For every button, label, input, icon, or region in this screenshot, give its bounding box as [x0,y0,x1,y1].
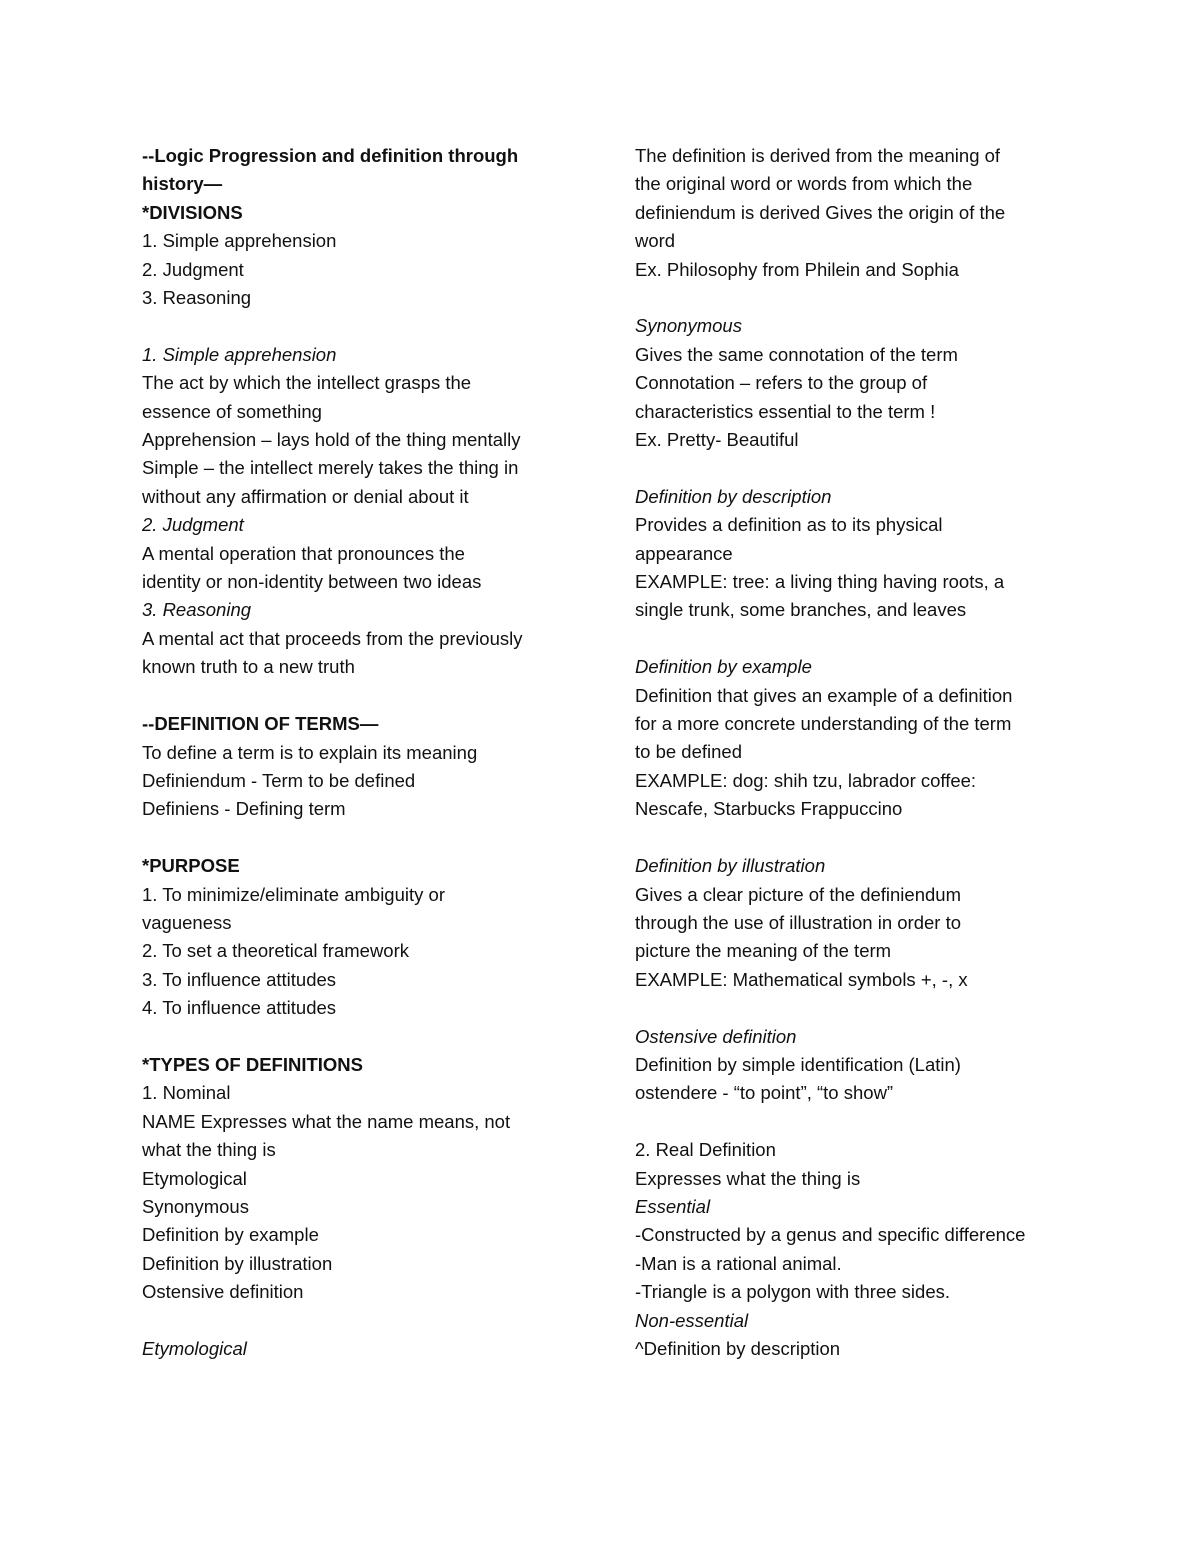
text-line: Definiens - Defining term [142,798,346,820]
text-line: ostendere - “to point”, “to show” [635,1082,894,1104]
text-line: Definition by illustration [635,855,826,877]
right-column [635,142,1065,1363]
text-line: to be defined [635,741,742,763]
text-line: history— [142,173,223,195]
text-line: The act by which the intellect grasps the [142,372,472,394]
text-line: identity or non-identity between two ideas [142,571,482,593]
blank-line [142,1307,582,1335]
text-line: 2. To set a theoretical framework [142,940,410,962]
left-column [142,142,582,1363]
text-line: -Constructed by a genus and specific difference [635,1224,1026,1246]
text-line: Nescafe, Starbucks Frappuccino [635,798,903,820]
blank-line [142,1023,582,1051]
text-line: Ostensive definition [142,1281,304,1303]
text-line: Expresses what the thing is [635,1167,861,1189]
text-line: A mental operation that pronounces the [142,542,465,564]
text-line: Ostensive definition [635,1025,797,1047]
text-line: Gives a clear picture of the definiendum [635,883,961,905]
text-line: Definition that gives an example of a definition [635,684,1013,706]
text-line: 1. Simple apprehension [142,230,337,252]
text-line: *TYPES OF DEFINITIONS [142,1053,363,1075]
text-line: Definition by example [635,656,812,678]
text-line: --DEFINITION OF TERMS— [142,713,379,735]
text-line: appearance [635,542,733,564]
text-line: picture the meaning of the term [635,940,892,962]
text-line: A mental act that proceeds from the previously [142,627,523,649]
text-line: essence of something [142,400,322,422]
blank-line [142,824,582,852]
text-line: Essential [635,1195,711,1217]
text-line: EXAMPLE: tree: a living thing having roots, a [635,571,1005,593]
text-line: -Man is a rational animal. [635,1252,842,1274]
text-line: *DIVISIONS [142,201,243,223]
text-line: Synonymous [142,1195,249,1217]
blank-line [635,625,1065,653]
text-line: *PURPOSE [142,855,240,877]
text-line: 3. To influence attitudes [142,968,337,990]
text-line: 2. Judgment [142,514,244,536]
text-line: Definition by simple identification (Latin) [635,1053,961,1075]
text-line: Definiendum - Term to be defined [142,769,416,791]
text-line: word [635,230,676,252]
blank-line [142,312,582,340]
text-line: Connotation – refers to the group of [635,372,928,394]
text-line: Etymological [142,1167,247,1189]
text-line: Gives the same connotation of the term [635,343,958,365]
text-line: 4. To influence attitudes [142,997,337,1019]
text-line: 1. Nominal [142,1082,231,1104]
text-line: Apprehension – lays hold of the thing mentally [142,429,521,451]
blank-line [635,454,1065,482]
text-line: 2. Real Definition [635,1139,776,1161]
text-line: Definition by illustration [142,1252,333,1274]
text-line: 3. Reasoning [142,599,252,621]
text-line: Definition by description [635,485,832,507]
text-line: Simple – the intellect merely takes the thing in [142,457,519,479]
text-line: single trunk, some branches, and leaves [635,599,967,621]
text-line: 1. Simple apprehension [142,343,337,365]
text-line: Non-essential [635,1309,749,1331]
text-line: EXAMPLE: Mathematical symbols +, -, x [635,968,968,990]
text-line: 1. To minimize/eliminate ambiguity or [142,883,445,905]
text-line: Definition by example [142,1224,319,1246]
text-line: what the thing is [142,1139,276,1161]
blank-line [142,682,582,710]
text-line: Ex. Pretty- Beautiful [635,429,799,451]
text-line: the original word or words from which the [635,173,973,195]
text-line: definiendum is derived Gives the origin of the [635,201,1006,223]
text-line: without any affirmation or denial about it [142,485,469,507]
text-line: ^Definition by description [635,1337,841,1359]
text-line: 3. Reasoning [142,287,252,309]
text-line: characteristics essential to the term ! [635,400,936,422]
text-line: NAME Expresses what the name means, not [142,1110,511,1132]
text-line: known truth to a new truth [142,656,355,678]
blank-line [635,284,1065,312]
text-line: 2. Judgment [142,258,244,280]
text-line: -Triangle is a polygon with three sides. [635,1281,950,1303]
text-line: Ex. Philosophy from Philein and Sophia [635,258,959,280]
blank-line [635,994,1065,1022]
text-line: EXAMPLE: dog: shih tzu, labrador coffee: [635,769,977,791]
text-line: To define a term is to explain its meaning [142,741,478,763]
text-line: Synonymous [635,315,742,337]
text-line: vagueness [142,911,232,933]
text-line: The definition is derived from the meaning of [635,145,1001,166]
blank-line [635,824,1065,852]
text-line: for a more concrete understanding of the term [635,713,1012,735]
text-line: Provides a definition as to its physical [635,514,943,536]
text-line: through the use of illustration in order to [635,911,961,933]
text-line: Etymological [142,1337,247,1359]
text-line: --Logic Progression and definition through [142,145,519,166]
blank-line [635,1108,1065,1136]
